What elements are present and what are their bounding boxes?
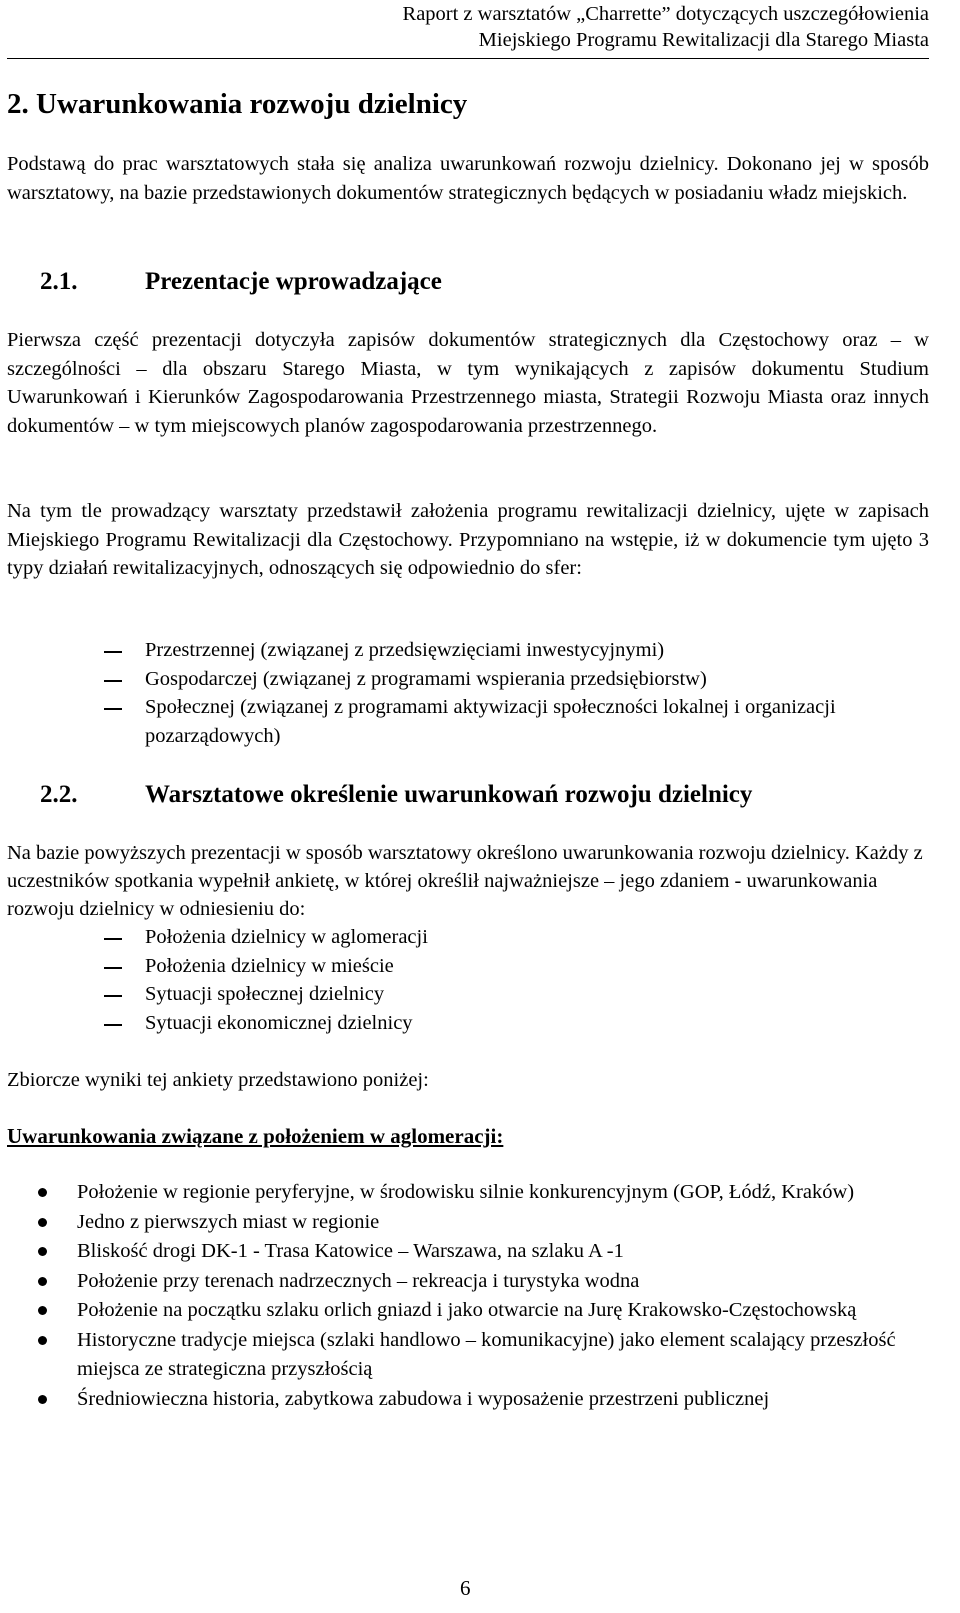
list-item: Położenie w regionie peryferyjne, w środowisku silnie konkurencyjnym (GOP, Łódź, Kraków) — [7, 1178, 929, 1208]
list-item: Gospodarczej (związanej z programami wspierania przedsiębiorstw) — [7, 665, 877, 694]
dash-icon — [104, 938, 122, 940]
agglomeration-list — [7, 1178, 929, 1414]
header-line-2: Miejskiego Programu Rewitalizacji dla Starego Miasta — [478, 29, 929, 51]
section-2-1-number: 2.1. — [40, 268, 78, 295]
page-header — [7, 0, 929, 59]
list-item: Przestrzennej (związanej z przedsięwzięciami inwestycyjnymi) — [7, 636, 877, 665]
list-item: Położenia dzielnicy w mieście — [7, 952, 877, 981]
section-2-1-title: Prezentacje wprowadzające — [145, 268, 442, 295]
page-number: 6 — [460, 1576, 471, 1600]
section-2-1-paragraph-1: Pierwsza część prezentacji dotyczyła zapisów dokumentów strategicznych dla Częstochowy oraz – w szczególności – dla obszaru Starego Miasta, w tym wynikających z zapisów dokumentu Studium Uwarunkowań i Kierunków Zagospodarowania Przestrzennego miasta, Strategii Rozwoju Miasta oraz innych dokumentów – w tym miejscowych planów zagospodarowania przestrzennego. — [7, 329, 929, 437]
bullet-icon — [38, 1306, 47, 1315]
list-item: Bliskość drogi DK-1 - Trasa Katowice – Warszawa, na szlaku A -1 — [7, 1237, 929, 1267]
section-2-1-paragraph-2: Na tym tle prowadzący warsztaty przedstawił założenia programu rewitalizacji dzielnicy, ujęte w zapisach Miejskiego Programu Rewitalizacji dla Częstochowy. Przypomniano na wstępie, iż w dokumencie tym ujęto 3 typy działań rewitalizacyjnych, odnoszących się odpowiednio do sfer: — [7, 500, 929, 579]
header-line-1: Raport z warsztatów „Charrette” dotyczących uszczegółowienia — [402, 3, 929, 25]
bullet-icon — [38, 1336, 47, 1345]
dash-icon — [104, 995, 122, 997]
areas-list — [7, 923, 877, 1037]
bullet-icon — [38, 1188, 47, 1197]
summary-text: Zbiorcze wyniki tej ankiety przedstawiono poniżej: — [7, 1069, 429, 1091]
dash-icon — [104, 708, 122, 710]
agglomeration-heading: Uwarunkowania związane z położeniem w aglomeracji: — [7, 1124, 504, 1148]
list-item: Sytuacji ekonomicznej dzielnicy — [7, 1009, 877, 1038]
list-item: Średniowieczna historia, zabytkowa zabudowa i wyposażenie przestrzeni publicznej — [7, 1385, 929, 1415]
list-item: Położenie przy terenach nadrzecznych – rekreacja i turystyka wodna — [7, 1267, 929, 1297]
dash-icon — [104, 680, 122, 682]
section-2-intro: Podstawą do prac warsztatowych stała się analiza uwarunkowań rozwoju dzielnicy. Dokonano jej w sposób warsztatowy, na bazie przedstawionych dokumentów strategicznych będących w posiadaniu władz miejskich. — [7, 153, 929, 204]
bullet-icon — [38, 1247, 47, 1256]
list-item: Historyczne tradycje miejsca (szlaki handlowo – komunikacyjne) jako element scalający przeszłość miejsca ze strategiczna przyszłością — [7, 1326, 929, 1385]
list-item: Sytuacji społecznej dzielnicy — [7, 980, 877, 1009]
spheres-list — [7, 636, 877, 750]
bullet-icon — [38, 1395, 47, 1404]
dash-icon — [104, 1024, 122, 1026]
list-item: Jedno z pierwszych miast w regionie — [7, 1208, 929, 1238]
bullet-icon — [38, 1277, 47, 1286]
section-2-2-heading — [40, 779, 752, 811]
list-item: Położenie na początku szlaku orlich gniazd i jako otwarcie na Jurę Krakowsko-Częstochowską — [7, 1296, 929, 1326]
dash-icon — [104, 967, 122, 969]
bullet-icon — [38, 1218, 47, 1227]
section-2-2-paragraph-1: Na bazie powyższych prezentacji w sposób warsztatowy określono uwarunkowania rozwoju dzielnicy. Każdy z uczestników spotkania wypełnił ankietę, w której określił najważniejsze – jego zdaniem - uwarunkowania rozwoju dzielnicy w odniesieniu do: — [7, 842, 923, 920]
section-2-title: 2. Uwarunkowania rozwoju dzielnicy — [7, 88, 468, 120]
dash-icon — [104, 651, 122, 653]
section-2-2-number: 2.2. — [40, 781, 78, 808]
section-2-1-heading — [40, 266, 442, 298]
section-2-2-title: Warsztatowe określenie uwarunkowań rozwoju dzielnicy — [145, 781, 753, 808]
list-item: Położenia dzielnicy w aglomeracji — [7, 923, 877, 952]
list-item: Społecznej (związanej z programami aktywizacji społeczności lokalnej i organizacji pozarządowych) — [7, 693, 877, 750]
